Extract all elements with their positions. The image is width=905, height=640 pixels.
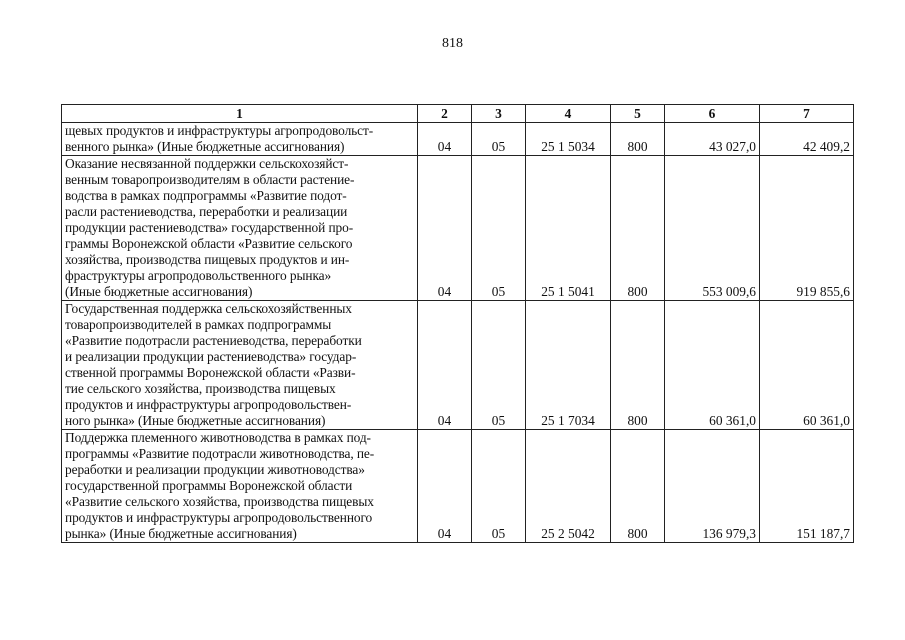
row-description: Поддержка племенного животноводства в рамках под- программы «Развитие подотрасли животноводства, пе- реработки и реализации продукции животноводства» государственной программы Воронежской области «Развитие сельского хозяйства, производства пищевых продуктов и инфраструктуры агропродовольственного рынка» (Иные бюджетные ассигнования) <box>62 430 418 543</box>
section-code: 04 <box>418 430 472 543</box>
amount-column-7: 60 361,0 <box>760 301 854 430</box>
row-description: щевых продуктов и инфраструктуры агропродовольст- венного рынка» (Иные бюджетные ассигнования) <box>62 123 418 156</box>
amount-column-7: 919 855,6 <box>760 156 854 301</box>
subsection-code: 05 <box>472 156 526 301</box>
amount-column-7: 151 187,7 <box>760 430 854 543</box>
expense-type-code: 800 <box>611 430 665 543</box>
expense-type-code: 800 <box>611 156 665 301</box>
target-article-code: 25 1 5034 <box>526 123 611 156</box>
subsection-code: 05 <box>472 123 526 156</box>
row-description: Оказание несвязанной поддержки сельскохозяйст- венным товаропроизводителям в области растение- водства в рамках подпрограммы «Развитие подот- расли растениеводства, переработки и реализации продукции растениеводства» государственной про- граммы Воронежской области «Развитие сельского хозяйства, производства пищевых продуктов и ин- фраструктуры агропродовольственного рынка» (Иные бюджетные ассигнования) <box>62 156 418 301</box>
column-header: 6 <box>665 105 760 123</box>
section-code: 04 <box>418 123 472 156</box>
section-code: 04 <box>418 301 472 430</box>
budget-table <box>61 104 854 543</box>
column-header: 3 <box>472 105 526 123</box>
section-code: 04 <box>418 156 472 301</box>
subsection-code: 05 <box>472 430 526 543</box>
target-article-code: 25 1 7034 <box>526 301 611 430</box>
column-header: 5 <box>611 105 665 123</box>
table-row <box>62 123 854 156</box>
column-header: 7 <box>760 105 854 123</box>
expense-type-code: 800 <box>611 301 665 430</box>
table-header-row <box>62 105 854 123</box>
table-row <box>62 301 854 430</box>
amount-column-6: 43 027,0 <box>665 123 760 156</box>
expense-type-code: 800 <box>611 123 665 156</box>
amount-column-6: 136 979,3 <box>665 430 760 543</box>
amount-column-6: 553 009,6 <box>665 156 760 301</box>
amount-column-6: 60 361,0 <box>665 301 760 430</box>
target-article-code: 25 1 5041 <box>526 156 611 301</box>
row-description: Государственная поддержка сельскохозяйственных товаропроизводителей в рамках подпрограммы «Развитие подотрасли растениеводства, переработки и реализации продукции растениеводства» государ- ственной программы Воронежской области «Разви- тие сельского хозяйства, производства пищевых продуктов и инфраструктуры агропродовольствен- ного рынка» (Иные бюджетные ассигнования) <box>62 301 418 430</box>
column-header: 1 <box>62 105 418 123</box>
column-header: 4 <box>526 105 611 123</box>
table-row <box>62 156 854 301</box>
column-header: 2 <box>418 105 472 123</box>
table-row <box>62 430 854 543</box>
subsection-code: 05 <box>472 301 526 430</box>
amount-column-7: 42 409,2 <box>760 123 854 156</box>
page-number: 818 <box>442 36 463 51</box>
target-article-code: 25 2 5042 <box>526 430 611 543</box>
